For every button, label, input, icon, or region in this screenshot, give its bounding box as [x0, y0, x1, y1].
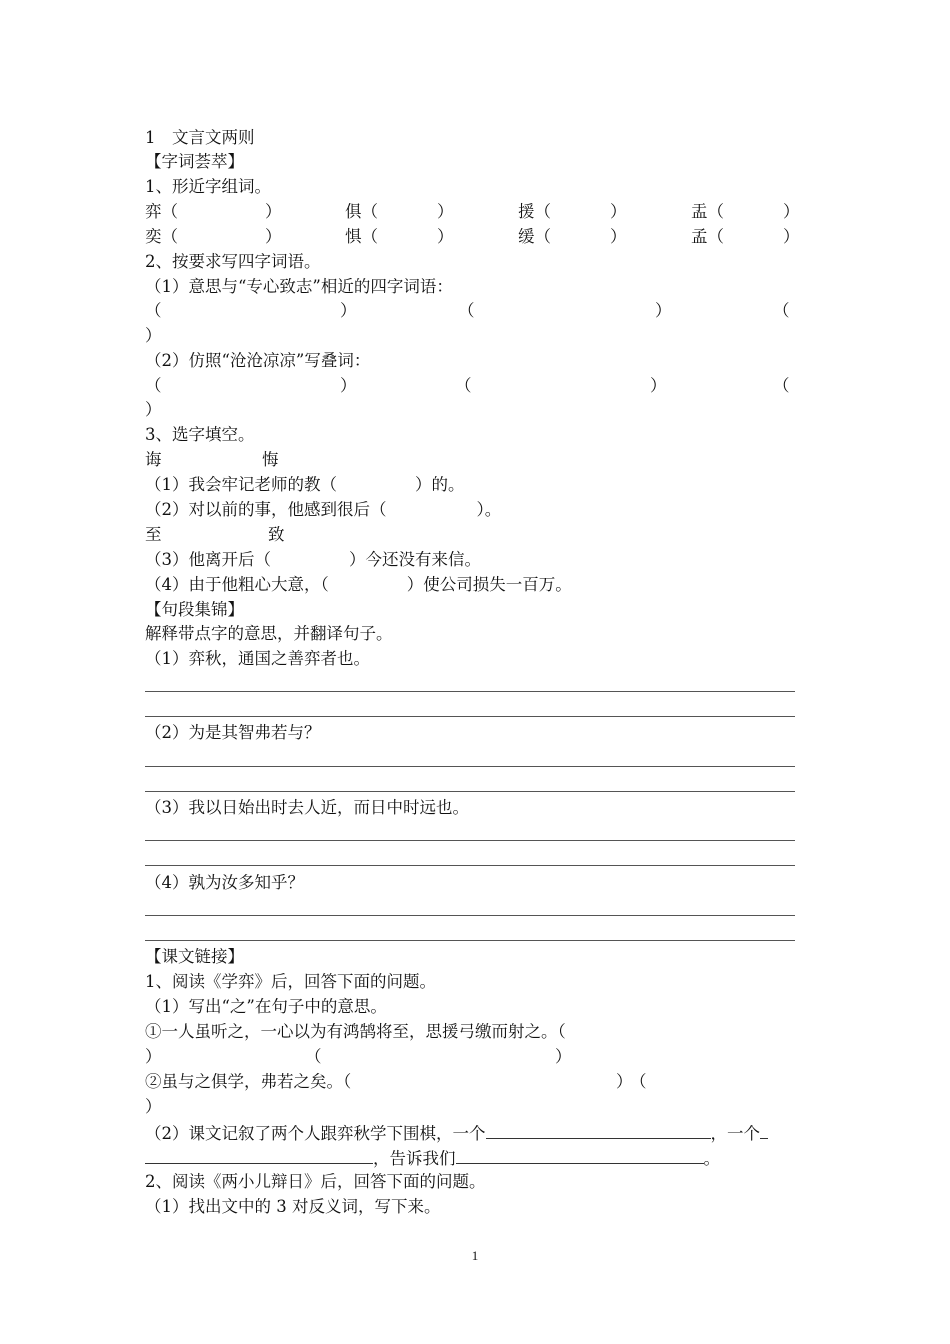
char-cell: 弈（: [145, 202, 178, 221]
fill-text: （2）对以前的事，他感到很后（: [145, 500, 387, 519]
reading-1-2-line-2: [145, 1147, 720, 1169]
fill-text: （4）由于他粗心大意，（: [145, 575, 329, 594]
section-heading-sentences: 【句段集锦】: [145, 600, 244, 619]
char-cell: 缓（: [518, 227, 551, 246]
fill-line-1: [145, 475, 465, 495]
reading-1: 1、阅读《学弈》后，回答下面的问题。: [145, 972, 436, 991]
paren-close: ）: [145, 1047, 162, 1066]
reading-1-1-a: ①一人虽听之，一心以为有鸿鹄将至，思援弓缴而射之。（: [145, 1022, 566, 1041]
fill-line-4: [145, 575, 572, 595]
answer-line[interactable]: [145, 915, 795, 916]
instruction: 解释带点字的意思，并翻译句子。: [145, 624, 393, 643]
reading-1-2-line: [145, 1122, 768, 1144]
choice-char: 至: [145, 525, 162, 544]
char-cell-close: ）: [610, 227, 627, 246]
paren-close: ）: [555, 1047, 572, 1066]
char-cell-close: ）: [610, 202, 627, 221]
reading-1-1: （1）写出“之”在句子中的意思。: [145, 997, 387, 1016]
paren-open: （: [458, 301, 475, 320]
answer-line[interactable]: [145, 766, 795, 767]
page-number: 1: [471, 1248, 479, 1263]
reading-2-1: （1）找出文中的 3 对反义词，写下来。: [145, 1197, 441, 1216]
blank-field[interactable]: [486, 1122, 711, 1139]
choice-char: 致: [268, 525, 285, 544]
answer-line[interactable]: [145, 840, 795, 841]
paren-open: （: [145, 301, 162, 320]
paren-close: ）: [145, 400, 162, 419]
char-cell: 惧（: [345, 227, 378, 246]
paren-close: ）: [616, 1072, 633, 1091]
fill-text: ）今还没有来信。: [349, 550, 481, 569]
paren-close: ）: [340, 301, 357, 320]
paren-close: ）: [145, 326, 162, 345]
fill-line-3: [145, 550, 481, 570]
sentence-3: （3）我以日始出时去人近，而日中时远也。: [145, 798, 469, 817]
question-2-2: （2）仿照“沧沧凉凉”写叠词：: [145, 351, 371, 370]
fill-text: ）。: [476, 500, 502, 519]
sentence-4: （4）孰为汝多知乎？: [145, 873, 304, 892]
choice-char: 诲: [145, 450, 162, 469]
char-cell-close: ）: [437, 202, 454, 221]
fill-text: ）的。: [415, 475, 465, 494]
char-cell-close: ）: [437, 227, 454, 246]
section-heading-vocab: 【字词荟萃】: [145, 152, 244, 171]
paren-open: （: [773, 301, 790, 320]
fill-text: 。: [703, 1149, 720, 1168]
fill-text: ，告诉我们: [373, 1149, 456, 1168]
fill-text: （1）我会牢记老师的教（: [145, 475, 337, 494]
char-cell: 孟（: [691, 227, 724, 246]
question-2: 2、按要求写四字词语。: [145, 252, 321, 271]
char-cell: 俱（: [345, 202, 378, 221]
paren-open: （: [455, 376, 472, 395]
paren-open: （: [145, 376, 162, 395]
char-cell: 援（: [518, 202, 551, 221]
paren-close: ）: [650, 376, 667, 395]
fill-text: ，一个: [710, 1124, 760, 1143]
char-cell: 奕（: [145, 227, 178, 246]
char-cell-close: ）: [783, 227, 800, 246]
reading-1-1-b: ②虽与之俱学，弗若之矣。（: [145, 1072, 352, 1091]
blank-field[interactable]: [145, 1147, 373, 1164]
paren-open: （: [305, 1047, 322, 1066]
paren-open: （: [773, 376, 790, 395]
char-cell-close: ）: [265, 202, 282, 221]
paren-close: ）: [145, 1097, 162, 1116]
paren-close: ）: [340, 376, 357, 395]
answer-line[interactable]: [145, 791, 795, 792]
fill-line-2: [145, 500, 501, 520]
char-cell-close: ）: [265, 227, 282, 246]
choice-char: 悔: [262, 450, 279, 469]
char-cell: 盂（: [691, 202, 724, 221]
question-1: 1、形近字组词。: [145, 177, 271, 196]
answer-line[interactable]: [145, 865, 795, 866]
answer-line[interactable]: [145, 716, 795, 717]
fill-text: （3）他离开后（: [145, 550, 271, 569]
paren-open: （: [630, 1072, 647, 1091]
question-2-1: （1）意思与“专心致志”相近的四字词语：: [145, 277, 453, 296]
blank-field[interactable]: [456, 1147, 704, 1164]
answer-line[interactable]: [145, 940, 795, 941]
reading-2: 2、阅读《两小儿辩日》后，回答下面的问题。: [145, 1172, 486, 1191]
answer-line[interactable]: [145, 691, 795, 692]
fill-text: （2）课文记叙了两个人跟弈秋学下围棋，一个: [145, 1124, 486, 1143]
blank-field[interactable]: [760, 1122, 768, 1139]
fill-text: ）使公司损失一百万。: [406, 575, 572, 594]
lesson-title: 1 文言文两则: [145, 128, 255, 147]
char-cell-close: ）: [783, 202, 800, 221]
question-3: 3、选字填空。: [145, 425, 255, 444]
paren-close: ）: [655, 301, 672, 320]
sentence-1: （1）弈秋，通国之善弈者也。: [145, 649, 370, 668]
section-heading-reading: 【课文链接】: [145, 947, 244, 966]
sentence-2: （2）为是其智弗若与？: [145, 723, 321, 742]
